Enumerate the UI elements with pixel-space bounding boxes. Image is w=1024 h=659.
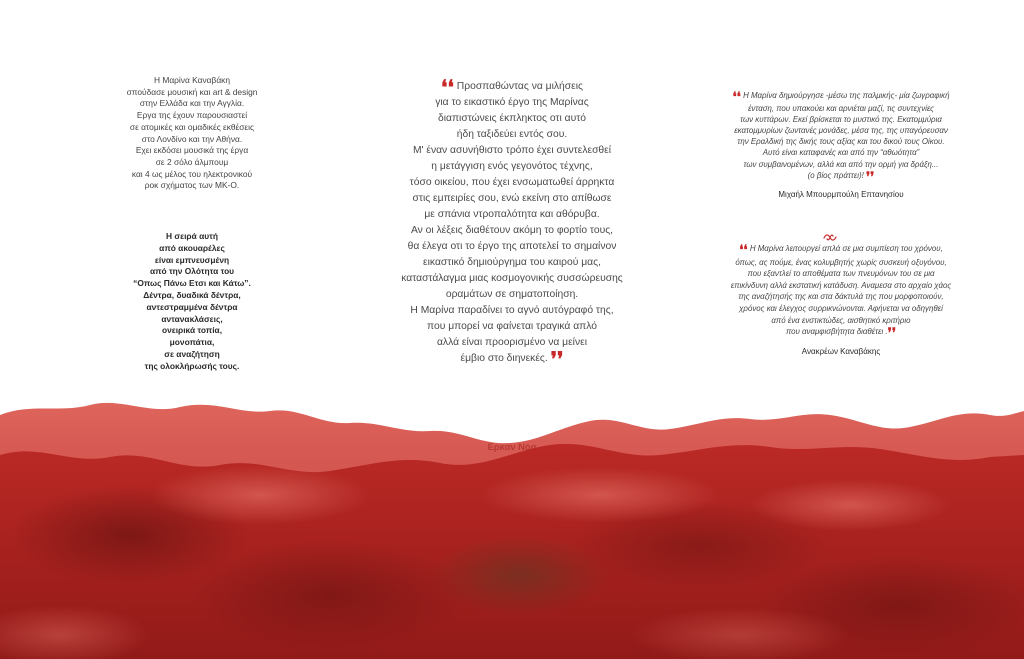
quote-line-text: Η Μαρίνα δημιούργησε -μέσω της παλμικής- μία ζωγραφική [743, 91, 950, 100]
close-quote-mark: ❜❜ [865, 169, 875, 185]
quote-line-text: έμβιο στο διηνεκές. [460, 353, 548, 364]
quote-line: η μετάγγιση ενός γεγονότος τέχνης, [431, 161, 593, 172]
quote-line: Μ' έναν ασυνήθιστο τρόπο έχει συντελεσθεί [412, 145, 612, 156]
series-line: μονοπάτια, [169, 337, 215, 348]
flourish-ornament-icon [823, 234, 837, 241]
quote-line [380, 75, 644, 99]
quote-line: στις εμπειρίες σου, ενώ εκείνη στο απίθωσε [412, 193, 612, 204]
series-line: της ολοκλήρωσής τους. [144, 360, 240, 371]
series-line: Δέντρα, δυαδικά δέντρα, [143, 289, 241, 300]
quote-line-text: Προσπαθώντας να μιλήσεις [456, 81, 583, 92]
quote-line: ήδη ταξιδεύει εντός σου. [456, 129, 568, 140]
quote-line-text: (ο βίος πράττει)! [807, 170, 864, 180]
bio-line: στο Λονδίνο και την Αθήνα. [141, 133, 243, 144]
series-line: σε αναζήτηση [164, 348, 220, 359]
quote-line: διαπιστώνεις έκπληκτος οτι αυτό [437, 113, 587, 124]
right-quote-2 [728, 243, 954, 357]
series-line: ονειρικά τοπία, [161, 325, 223, 336]
quote-line: θα έλεγα οτι το έργο της αποτελεί το σημαίνον [407, 241, 617, 252]
quote-line-text: Η Μαρίνα λειτουργεί απλά σε μια συμπίεση του χρόνου, [749, 244, 943, 253]
series-line: Η σειρά αυτή [166, 231, 218, 241]
quote-line [380, 347, 644, 371]
quote-line: των συμβαινομένων, αλλά και από την ορμή για δράξη... [743, 159, 939, 169]
series-line: από ακουαρέλες [159, 242, 225, 253]
quote-line: με σπάνια ντροπαλότητα και αθόρυβα. [424, 209, 600, 220]
quote-line: όπως, ας πούμε, ένας κολυμβητής χωρίς συσκευή οξυγόνου, [735, 257, 947, 267]
bio-line: στην Ελλάδα και την Αγγλία. [139, 98, 245, 109]
quote-line: επικίνδυνη αλλά εκστατική κατάδυση. Αναμεσα στο αρχαίο χάος [730, 280, 952, 290]
quote-line: από ένα ενστικτώδες, αισθητικό κριτήριο [771, 315, 911, 325]
open-quote-mark: ❛❛ [732, 90, 741, 105]
bio-line: σπούδασε μουσική και art & design [126, 86, 258, 97]
close-quote-mark: ❜❜ [887, 326, 897, 342]
main-quote [380, 75, 644, 371]
series-line: αντεστραμμένα δέντρα [146, 301, 238, 312]
quote-line: χρόνος και έλεγχος συρρικνώνονται. Αφήνεται να οδηγηθεί [739, 303, 943, 313]
quote-line: αλλά είναι προορισμένο να μείνει [436, 337, 587, 348]
quote-line: ένταση, που υπακούει και αρνιέται μαζί, τις συντεχνίες [747, 104, 935, 114]
quote-line: εικαστικό δημιούργημα του καιρού μας, [423, 257, 601, 268]
bio-line: σε 2 σόλο άλμπουμ [155, 156, 229, 167]
bio-line: Η Μαρίνα Καναβάκη [153, 75, 231, 85]
quote-line: για το εικαστικό έργο της Μαρίνας [435, 97, 589, 108]
quote-line: Η Μαρίνα παραδίνει το αγνό αυτόγραφό της, [410, 305, 614, 316]
close-quote-mark: ❜❜ [550, 347, 564, 371]
series-line: αντανακλάσεις, [161, 313, 223, 324]
quote-line: καταστάλαγμα μιας κοσμογονικής συσσώρευσης [401, 273, 623, 284]
series-line: είναι εμπνευσμένη [154, 254, 230, 265]
series-description [98, 231, 286, 373]
series-line: “Οπως Πάνω Ετσι και Κάτω”. [133, 278, 251, 289]
quote-1-author: Μιχαήλ Μπουρμπούλη Επτανησίου [778, 189, 904, 199]
quote-line: που μπορεί να φαίνεται τραγικά απλό [427, 321, 597, 332]
quote-line: εκατομμυρίων ζωντανές μονάδες, μέσα της, της υπαγόρευσαν [734, 126, 948, 136]
right-quote-1 [728, 90, 954, 200]
open-quote-mark: ❛❛ [739, 243, 748, 258]
quote-line [728, 243, 954, 257]
quote-line: των κυττάρων. Εκεί βρίσκεται το μυστικό της. Εκατομμύρια [740, 115, 942, 125]
bio-line: ροκ σχήματος των ΜΚ-Ο. [144, 180, 240, 191]
quote-line [728, 90, 954, 103]
red-watercolor-landscape [0, 385, 1024, 659]
quote-line: Αυτό είναι καταφανές και από την “αθωότητα” [762, 148, 920, 158]
quote-line: Αν οι λέξεις διαθέτουν ακόμη το φορτίο τους, [410, 225, 614, 236]
bio-line: σε ατομικές και ομαδικές εκθέσεις [129, 121, 255, 132]
quote-line: που εξαντλεί το αποθέματα των πνευμόνων του σε μια [747, 269, 935, 279]
biography-text [92, 75, 292, 192]
quote-line: της αναζήτησής της και στα δάκτυλά της που μορφοποιούν, [738, 292, 944, 302]
quote-line-text: που αναμφισβήτητα διαθέτει . [785, 327, 888, 337]
quote-line: την Εραλδική της δικής τους αξίας και του δικού τους Οίκου. [737, 137, 945, 147]
open-quote-mark: ❛❛ [441, 75, 454, 99]
series-line: από την Ολότητα του [149, 266, 235, 277]
quote-2-author: Ανακρέων Καναβάκης [801, 346, 881, 356]
quote-line: τόσο οικείου, που έχει ενσωματωθεί άρρηκτα [409, 177, 615, 188]
quote-line [728, 326, 954, 340]
quote-line: οραμάτων σε σηματοποίηση. [445, 289, 579, 300]
quote-line [728, 170, 954, 183]
bio-line: Εχει εκδόσει μουσικά της έργα [135, 145, 249, 156]
bio-line: και 4 ως μέλος του ηλεκτρονικού [131, 168, 253, 179]
bio-line: Εργα της έχουν παρουσιαστεί [136, 110, 248, 121]
